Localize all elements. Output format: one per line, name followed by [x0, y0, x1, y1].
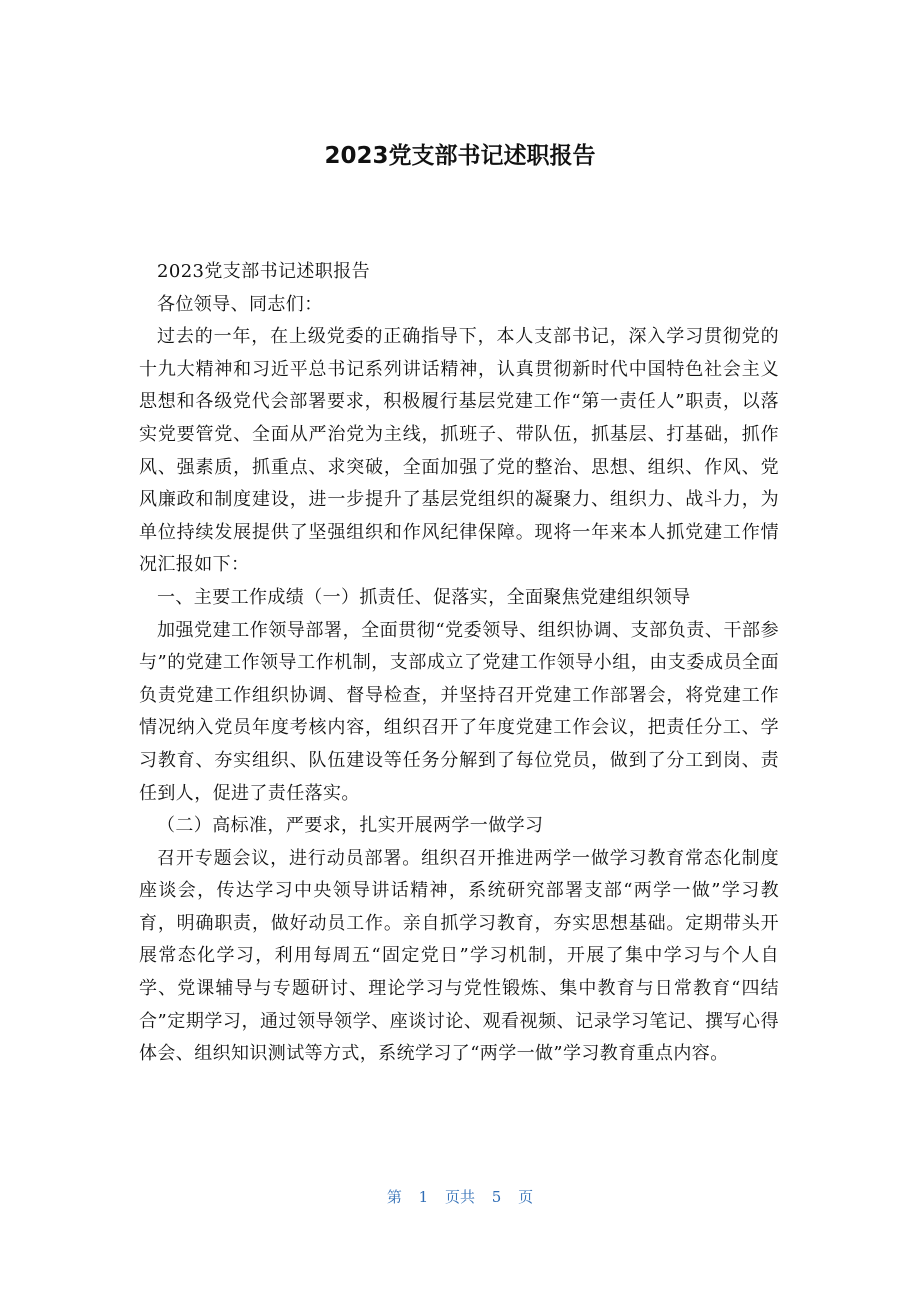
footer-total-pages: 5	[491, 1188, 502, 1206]
body-paragraph-section-1: 加强党建工作领导部署，全面贯彻“党委领导、组织协调、支部负责、干部参与”的党建工作领导工作机制，支部成立了党建工作领导小组，由支委成员全面负责党建工作组织协调、督导检查，并坚持召开党建工作部署会，将党建工作情况纳入党员年度考核内容，组织召开了年度党建工作会议，把责任分工、学习教育、夯实组织、队伍建设等任务分解到了每位党员，做到了分工到岗、责任到人，促进了责任落实。	[139, 619, 779, 804]
body-paragraph-section-2: 召开专题会议，进行动员部署。组织召开推进两学一做学习教育常态化制度座谈会，传达学习中央领导讲话精神，系统研究部署支部“两学一做”学习教育，明确职责，做好动员工作。亲自抓学习教育，夯实思想基础。定期带头开展常态化学习，利用每周五“固定党日”学习机制，开展了集中学习与个人自学、党课辅导与专题研讨、理论学习与党性锻炼、集中教育与日常教育“四结合”定期学习，通过领导领学、座谈讨论、观看视频、记录学习笔记、撰写心得体会、组织知识测试等方式，系统学习了“两学一做”学习教育重点内容。	[139, 847, 779, 1065]
footer-pages-suffix: 页	[518, 1188, 534, 1206]
page-footer	[0, 1186, 920, 1207]
body-paragraph-repeated-title: 2023党支部书记述职报告	[157, 261, 371, 282]
body-paragraph-intro: 过去的一年，在上级党委的正确指导下，本人支部书记，深入学习贯彻党的十九大精神和习近平总书记系列讲话精神，认真贯彻新时代中国特色社会主义思想和各级党代会部署要求，积极履行基层党建工作“第一责任人”职责，以落实党要管党、全面从严治党为主线，抓班子、带队伍，抓基层、打基础，抓作风、强素质，抓重点、求突破，全面加强了党的整治、思想、组织、作风、党风廉政和制度建设，进一步提升了基层党组织的凝聚力、组织力、战斗力，为单位持续发展提供了坚强组织和作风纪律保障。现将一年来本人抓党建工作情况汇报如下：	[139, 326, 779, 576]
document-title: 2023党支部书记述职报告	[324, 143, 596, 169]
footer-page-number: 1	[418, 1188, 429, 1206]
body-paragraph-salutation: 各位领导、同志们：	[157, 293, 323, 315]
document-body	[139, 256, 779, 1071]
section-heading-1: 一、主要工作成绩（一）抓责任、促落实，全面聚焦党建组织领导	[157, 586, 691, 608]
section-heading-2: （二）高标准，严要求，扎实开展两学一做学习	[157, 815, 544, 837]
footer-of-label: 页共	[444, 1188, 475, 1206]
footer-page-label: 第	[386, 1188, 402, 1206]
